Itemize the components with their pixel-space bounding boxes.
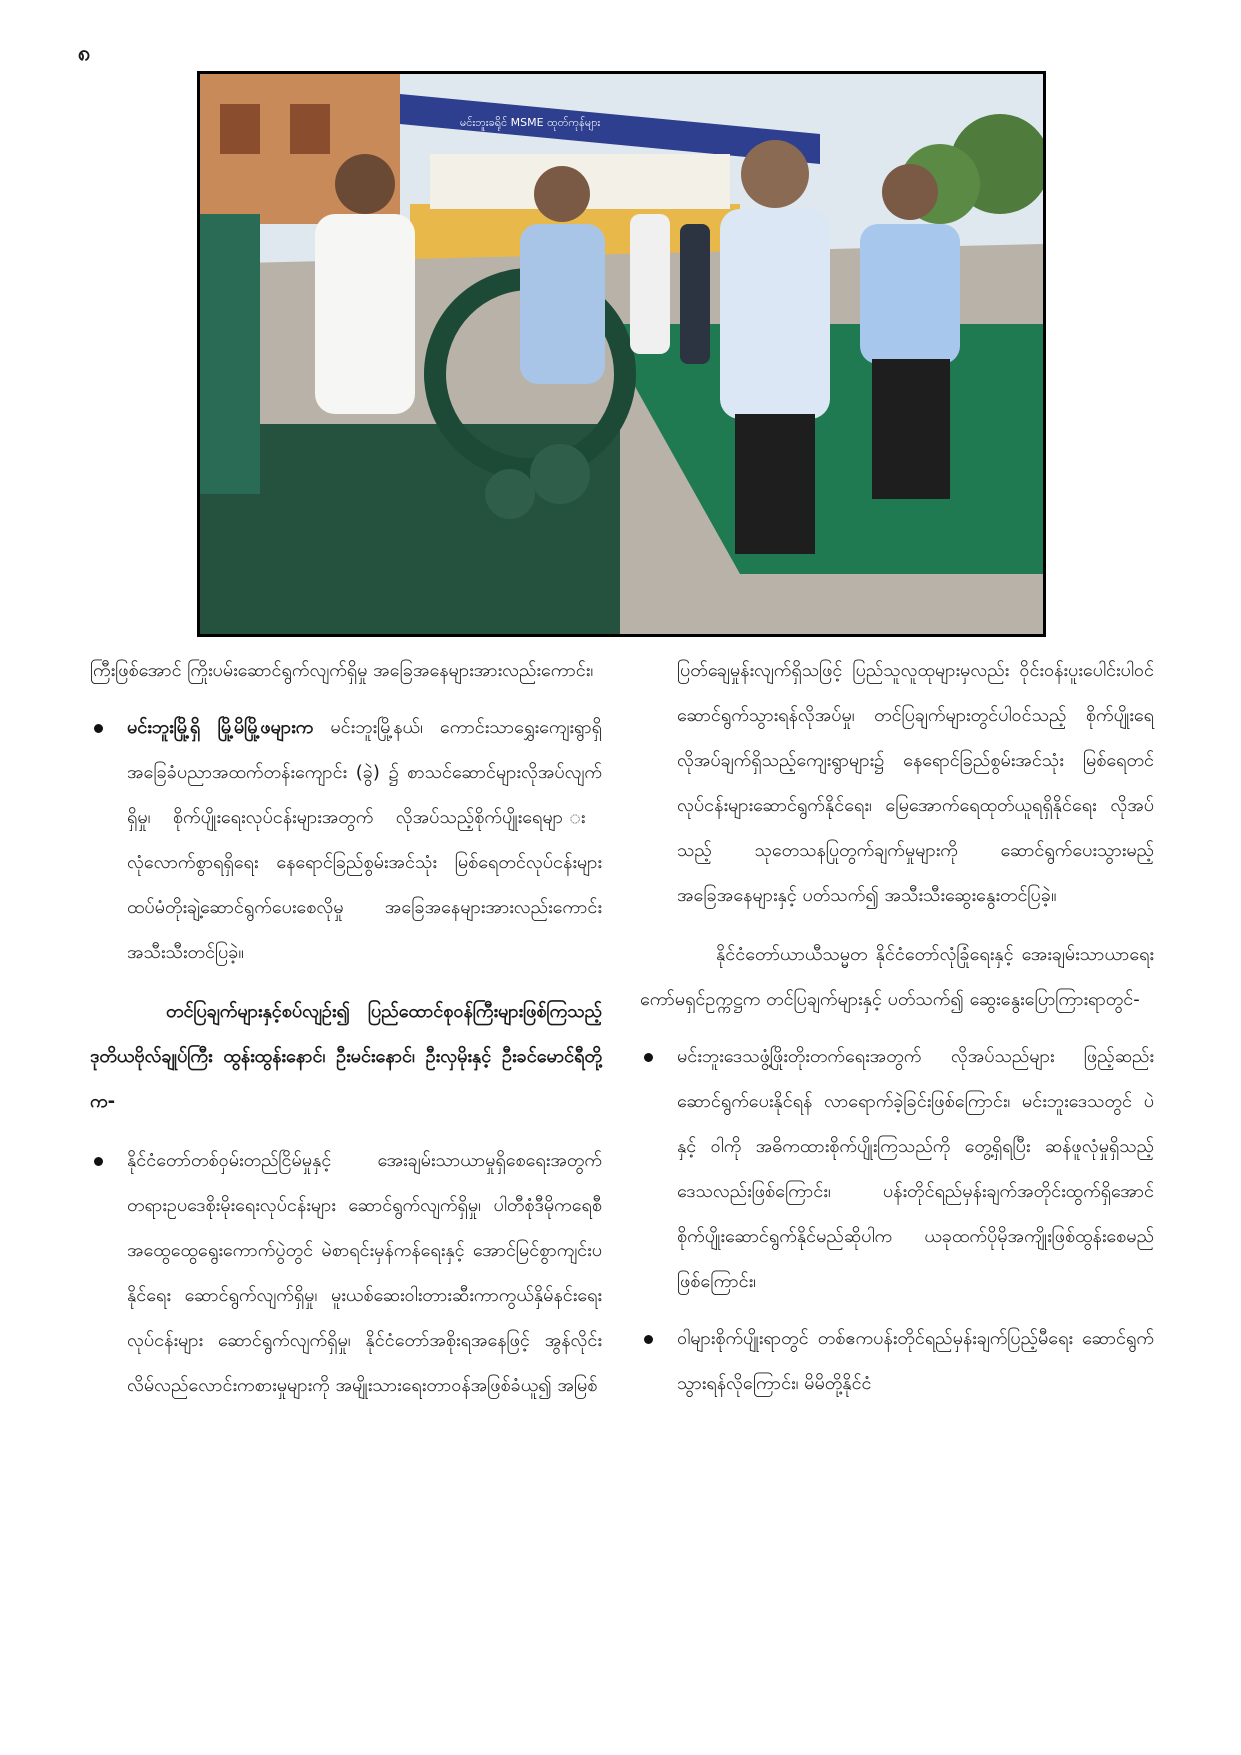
bullet-item bbox=[90, 1138, 602, 1408]
bullet-item bbox=[640, 1034, 1154, 1304]
right-column bbox=[640, 648, 1154, 1406]
bullet-lead: မင်းဘူးမြို့ရှိ မြို့မိမြို့ဖများက bbox=[127, 717, 314, 738]
bullet-icon bbox=[644, 1335, 653, 1344]
bullet-icon bbox=[644, 1053, 653, 1062]
person-2 bbox=[520, 224, 605, 384]
person-4 bbox=[860, 224, 960, 364]
page-number: ၈ bbox=[78, 41, 91, 66]
body-paragraph: နိုင်ငံတော်ယာယီသမ္မတ နိုင်ငံတော်လုံခြုံရေးနှင့် အေးချမ်းသာယာရေးကော်မရှင်ဥက္ကဋ္ဌက တင်ပြချက်များနှင့် ပတ်သက်၍ ဆွေးနွေးပြောကြားရာတွင်- bbox=[640, 944, 1154, 1010]
person-3 bbox=[720, 209, 830, 419]
left-continuation-paragraph: ကြီးဖြစ်အောင် ကြိုးပမ်းဆောင်ရွက်လျက်ရှိမှု အခြေအနေများအားလည်းကောင်း၊ bbox=[90, 660, 594, 681]
banner-text: မင်းဘူးခရိုင် MSME ထုတ်ကုန်များ bbox=[460, 116, 601, 129]
bullet-item bbox=[90, 705, 602, 975]
left-column bbox=[90, 648, 602, 1408]
event-photo bbox=[197, 71, 1046, 637]
person-1 bbox=[315, 214, 415, 414]
bullet-icon bbox=[94, 724, 103, 733]
bullet-text: နိုင်ငံတော်တစ်ဝှမ်းတည်ငြိမ်မှုနှင့် အေးချမ်းသာယာမှုရှိစေရေးအတွက် တရားဥပဒေစိုးမိုးရေးလုပ်ငန်းများ ဆောင်ရွက်လျက်ရှိမှု၊ ပါတီစုံဒီမိုကရေစီအထွေထွေရွေးကောက်ပွဲတွင် မဲစာရင်းမှန်ကန်ရေးနှင့် အောင်မြင်စွာကျင်းပနိုင်ရေး ဆောင်ရွက်လျက်ရှိမှု၊ မူးယစ်ဆေးဝါးတားဆီးကာကွယ်နှိမ်နင်းရေးလုပ်ငန်းများ ဆောင်ရွက်လျက်ရှိမှု၊ နိုင်ငံတော်အစိုးရအနေဖြင့် အွန်လိုင်း လိမ်လည်လောင်းကစားမှုများကို အမျိုးသားရေးတာဝန်အဖြစ်ခံယူ၍ အမြစ် bbox=[127, 1150, 602, 1396]
section-heading: တင်ပြချက်များနှင့်စပ်လျဉ်း၍ ပြည်ထောင်စုဝန်ကြီးများဖြစ်ကြသည့် ဒုတိယဗိုလ်ချုပ်ကြီး ထွန်းထွန်းနောင်၊ ဦးမင်းနောင်၊ ဦးလှမိုးနှင့် ဦးခင်မောင်ရီတို့က- bbox=[90, 1001, 602, 1112]
bullet-text: ဝါများစိုက်ပျိုးရာတွင် တစ်ဧကပန်းတိုင်ရည်မှန်းချက်ပြည့်မီရေး ဆောင်ရွက်သွားရန်လိုကြောင်း၊ မိမိတို့နိုင်ငံ bbox=[677, 1328, 1154, 1394]
right-continuation-paragraph: ပြတ်ချေမှုန်းလျက်ရှိသဖြင့် ပြည်သူလူထုများမှလည်း ဝိုင်းဝန်းပူးပေါင်းပါဝင် ဆောင်ရွက်သွားရန်လိုအပ်မှု၊ တင်ပြချက်များတွင်ပါဝင်သည့် စိုက်ပျိုးရေလိုအပ်ချက်ရှိသည့်ကျေးရွာများ၌ နေရောင်ခြည်စွမ်းအင်သုံး မြစ်ရေတင်လုပ်ငန်းများဆောင်ရွက်နိုင်ရေး၊ မြေအောက်ရေထုတ်ယူရရှိနိုင်ရေး လိုအပ်သည့် သုတေသနပြုတွက်ချက်မှုများကို ဆောင်ရွက်ပေးသွားမည့် အခြေအနေများနှင့် ပတ်သက်၍ အသီးသီးဆွေးနွေးတင်ပြခဲ့။ bbox=[677, 660, 1154, 906]
bullet-icon bbox=[94, 1157, 103, 1166]
bullet-text: မင်းဘူးမြို့နယ်၊ ကောင်းသာရွှေးကျေးရွာရှိ အခြေခံပညာအထက်တန်းကျောင်း (ခွဲ) ၌ စာသင်ဆောင်များလိုအပ်လျက်ရှိမှု၊ စိုက်ပျိုးရေးလုပ်ငန်းများအတွက် လိုအပ်သည့်စိုက်ပျိုးရေမျာ း လုံလောက်စွာရရှိရေး နေရောင်ခြည်စွမ်းအင်သုံး မြစ်ရေတင်လုပ်ငန်းများ ထပ်မံတိုးချဲ့ဆောင်ရွက်ပေးစေလိုမှု အခြေအနေများအားလည်းကောင်း အသီးသီးတင်ပြခဲ့။ bbox=[127, 717, 602, 963]
bullet-text: မင်းဘူးဒေသဖွံ့ဖြိုးတိုးတက်ရေးအတွက် လိုအပ်သည်များ ဖြည့်ဆည်းဆောင်ရွက်ပေးနိုင်ရန် လာရောက်ခဲ့ခြင်းဖြစ်ကြောင်း၊ မင်းဘူးဒေသတွင် ပဲနှင့် ဝါကို အဓိကထားစိုက်ပျိုးကြသည်ကို တွေ့ရှိရပြီး ဆန်ဖူလုံမှုရှိသည့်ဒေသလည်းဖြစ်ကြောင်း၊ ပန်းတိုင်ရည်မှန်းချက်အတိုင်းထွက်ရှိအောင် စိုက်ပျိုးဆောင်ရွက်နိုင်မည်ဆိုပါက ယခုထက်ပိုမိုအကျိုးဖြစ်ထွန်းစေမည်ဖြစ်ကြောင်း၊ bbox=[677, 1046, 1154, 1292]
bullet-item bbox=[640, 1316, 1154, 1406]
